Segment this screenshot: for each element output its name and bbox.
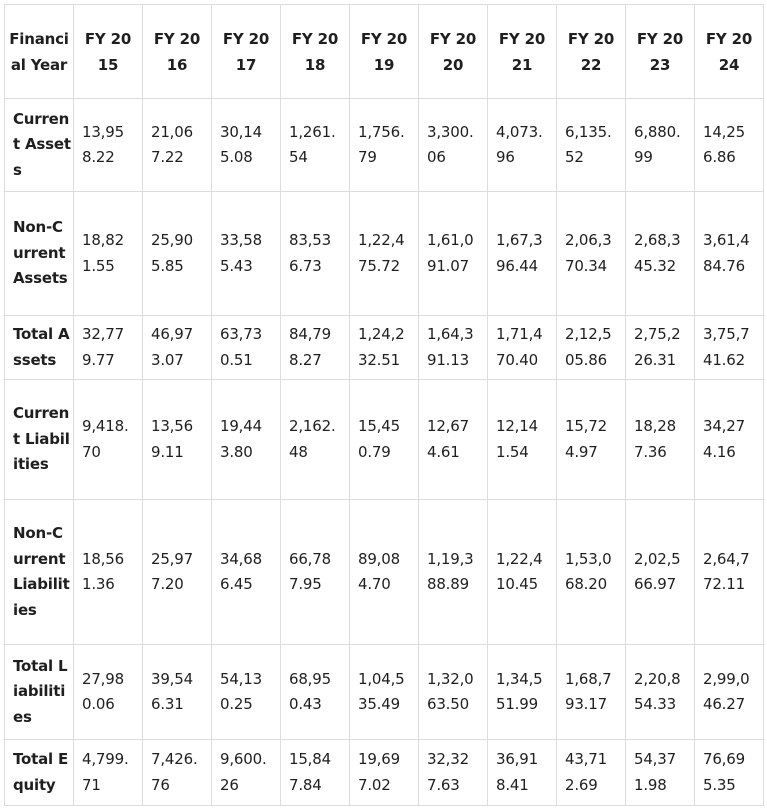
header-row — [5, 5, 764, 99]
table-row — [5, 645, 764, 740]
table-cell: 1,22,410.45 — [488, 500, 557, 645]
table-cell: 76,695.35 — [695, 740, 764, 806]
table-cell: 2,12,505.86 — [557, 316, 626, 380]
table-cell: 1,32,063.50 — [419, 645, 488, 740]
table-cell: 21,067.22 — [143, 99, 212, 192]
table-cell: 1,19,388.89 — [419, 500, 488, 645]
table-cell: 1,71,470.40 — [488, 316, 557, 380]
table-cell: 1,24,232.51 — [350, 316, 419, 380]
table-row — [5, 99, 764, 192]
row-label: Total Equity — [5, 740, 74, 806]
table-cell: 18,287.36 — [626, 380, 695, 500]
table-cell: 32,327.63 — [419, 740, 488, 806]
table-cell: 89,084.70 — [350, 500, 419, 645]
year-header: FY 2020 — [419, 5, 488, 99]
table-cell: 1,756.79 — [350, 99, 419, 192]
year-header: FY 2024 — [695, 5, 764, 99]
year-header: FY 2019 — [350, 5, 419, 99]
balance-sheet-table — [4, 4, 764, 806]
table-cell: 34,274.16 — [695, 380, 764, 500]
table-cell: 6,880.99 — [626, 99, 695, 192]
year-header: FY 2023 — [626, 5, 695, 99]
year-header: FY 2015 — [74, 5, 143, 99]
table-cell: 15,847.84 — [281, 740, 350, 806]
table-cell: 12,141.54 — [488, 380, 557, 500]
year-header: FY 2021 — [488, 5, 557, 99]
table-cell: 9,600.26 — [212, 740, 281, 806]
year-header: FY 2018 — [281, 5, 350, 99]
table-cell: 27,980.06 — [74, 645, 143, 740]
table-cell: 66,787.95 — [281, 500, 350, 645]
table-cell: 43,712.69 — [557, 740, 626, 806]
year-header: FY 2022 — [557, 5, 626, 99]
row-label: Current Assets — [5, 99, 74, 192]
table-cell: 2,99,046.27 — [695, 645, 764, 740]
table-cell: 14,256.86 — [695, 99, 764, 192]
table-cell: 1,61,091.07 — [419, 192, 488, 316]
table-cell: 15,724.97 — [557, 380, 626, 500]
table-cell: 3,75,741.62 — [695, 316, 764, 380]
table-cell: 2,20,854.33 — [626, 645, 695, 740]
table-cell: 1,53,068.20 — [557, 500, 626, 645]
table-cell: 54,371.98 — [626, 740, 695, 806]
table-cell: 18,821.55 — [74, 192, 143, 316]
table-cell: 15,450.79 — [350, 380, 419, 500]
table-cell: 34,686.45 — [212, 500, 281, 645]
table-cell: 4,073.96 — [488, 99, 557, 192]
table-cell: 13,569.11 — [143, 380, 212, 500]
table-cell: 33,585.43 — [212, 192, 281, 316]
table-cell: 2,68,345.32 — [626, 192, 695, 316]
table-cell: 9,418.70 — [74, 380, 143, 500]
table-cell: 2,64,772.11 — [695, 500, 764, 645]
table-cell: 2,162.48 — [281, 380, 350, 500]
table-cell: 4,799.71 — [74, 740, 143, 806]
table-cell: 68,950.43 — [281, 645, 350, 740]
row-label: Non-Current Liabilities — [5, 500, 74, 645]
table-cell: 25,905.85 — [143, 192, 212, 316]
table-cell: 2,06,370.34 — [557, 192, 626, 316]
table-cell: 1,04,535.49 — [350, 645, 419, 740]
year-header: FY 2016 — [143, 5, 212, 99]
table-cell: 83,536.73 — [281, 192, 350, 316]
row-label: Current Liabilities — [5, 380, 74, 500]
table-row — [5, 740, 764, 806]
table-row — [5, 500, 764, 645]
table-cell: 1,68,793.17 — [557, 645, 626, 740]
table-cell: 25,977.20 — [143, 500, 212, 645]
table-cell: 54,130.25 — [212, 645, 281, 740]
table-cell: 13,958.22 — [74, 99, 143, 192]
table-cell: 7,426.76 — [143, 740, 212, 806]
table-cell: 30,145.08 — [212, 99, 281, 192]
table-cell: 1,261.54 — [281, 99, 350, 192]
table-cell: 1,67,396.44 — [488, 192, 557, 316]
corner-header: Financial Year — [5, 5, 74, 99]
table-cell: 12,674.61 — [419, 380, 488, 500]
table-row — [5, 380, 764, 500]
table-cell: 39,546.31 — [143, 645, 212, 740]
table-cell: 3,300.06 — [419, 99, 488, 192]
table-cell: 46,973.07 — [143, 316, 212, 380]
table-cell: 84,798.27 — [281, 316, 350, 380]
year-header: FY 2017 — [212, 5, 281, 99]
table-cell: 19,443.80 — [212, 380, 281, 500]
table-cell: 1,22,475.72 — [350, 192, 419, 316]
table-row — [5, 316, 764, 380]
row-label: Total Assets — [5, 316, 74, 380]
table-cell: 2,02,566.97 — [626, 500, 695, 645]
row-label: Non-Current Assets — [5, 192, 74, 316]
table-row — [5, 192, 764, 316]
table-cell: 1,34,551.99 — [488, 645, 557, 740]
table-cell: 63,730.51 — [212, 316, 281, 380]
table-cell: 6,135.52 — [557, 99, 626, 192]
table-cell: 32,779.77 — [74, 316, 143, 380]
table-cell: 36,918.41 — [488, 740, 557, 806]
table-cell: 18,561.36 — [74, 500, 143, 645]
table-cell: 2,75,226.31 — [626, 316, 695, 380]
table-cell: 1,64,391.13 — [419, 316, 488, 380]
table-cell: 3,61,484.76 — [695, 192, 764, 316]
table-cell: 19,697.02 — [350, 740, 419, 806]
row-label: Total Liabilities — [5, 645, 74, 740]
